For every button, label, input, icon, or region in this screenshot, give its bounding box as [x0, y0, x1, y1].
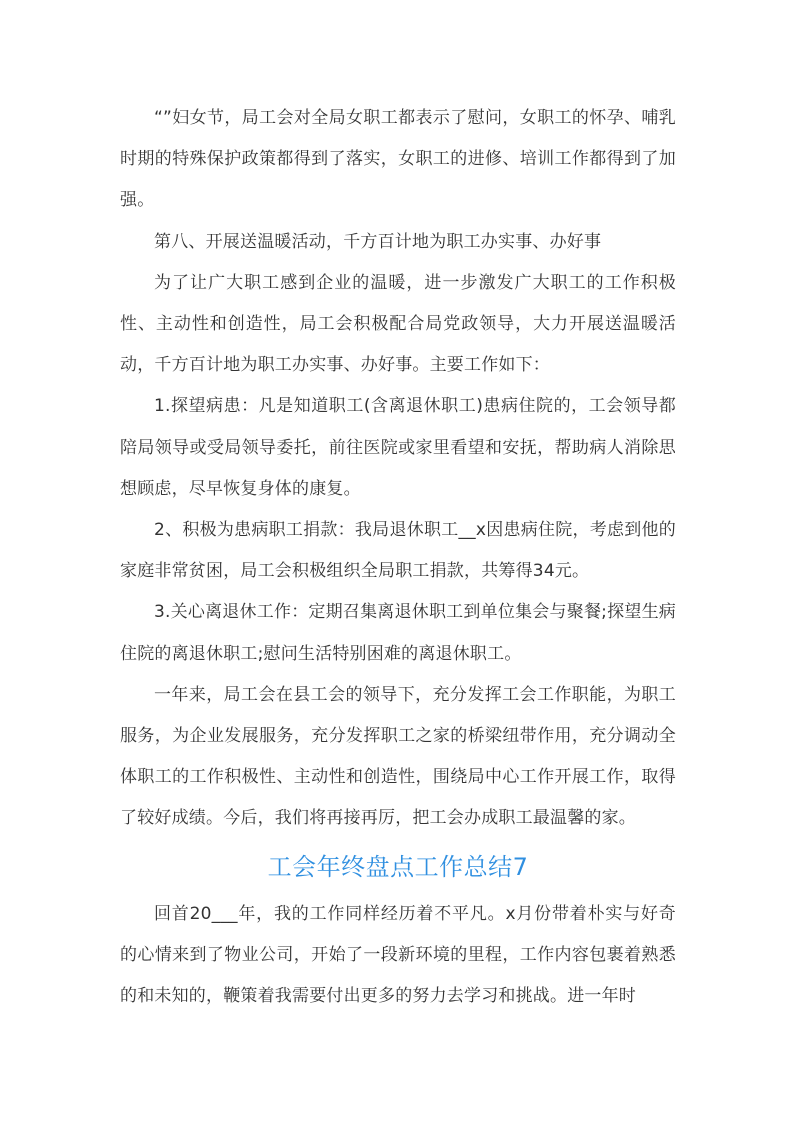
paragraph-warmth-activities: 为了让广大职工感到企业的温暖，进一步激发广大职工的工作积极性、主动性和创造性，局工会积极配合局党政领导，大力开展送温暖活动，千方百计地为职工办实事、办好事。主要工作如下：	[120, 272, 676, 376]
paragraph-retirees-care: 3.关心离退休工作：定期召集离退休职工到单位集会与聚餐;探望生病住院的离退休职工;慰问生活特别困难的离退休职工。	[120, 602, 676, 664]
document-body	[120, 98, 676, 1017]
paragraph-visit-patients: 1.探望病患：凡是知道职工(含离退休职工)患病住院的，工会领导都陪局领导或受局领导委托，前往医院或家里看望和安抚，帮助病人消除思想顾虑，尽早恢复身体的康复。	[120, 396, 676, 499]
paragraph-donation: 2、积极为患病职工捐款：我局退休职工__x因患病住院，考虑到他的家庭非常贫困，局工会积极组织全局职工捐款，共筹得34元。	[120, 520, 676, 582]
paragraph-look-back: 回首20___年，我的工作同样经历着不平凡。x月份带着朴实与好奇的心情来到了物业公司，开始了一段新环境的里程，工作内容包裹着熟悉的和未知的，鞭策着我需要付出更多的努力去学习和挑战。进一年时	[120, 903, 676, 1007]
paragraph-section-eight-title: 第八、开展送温暖活动，千方百计地为职工办实事、办好事	[154, 231, 602, 252]
section-heading: 工会年终盘点工作总结7	[267, 852, 529, 881]
paragraph-womens-day: “”妇女节，局工会对全局女职工都表示了慰问，女职工的怀孕、哺乳时期的特殊保护政策都得到了落实，女职工的进修、培训工作都得到了加强。	[120, 108, 676, 211]
paragraph-year-summary: 一年来，局工会在县工会的领导下，充分发挥工会工作职能，为职工服务，为企业发展服务，充分发挥职工之家的桥梁纽带作用，充分调动全体职工的工作积极性、主动性和创造性，围绕局中心工作开展工作，取得了较好成绩。今后，我们将再接再厉，把工会办成职工最温馨的家。	[120, 684, 676, 829]
